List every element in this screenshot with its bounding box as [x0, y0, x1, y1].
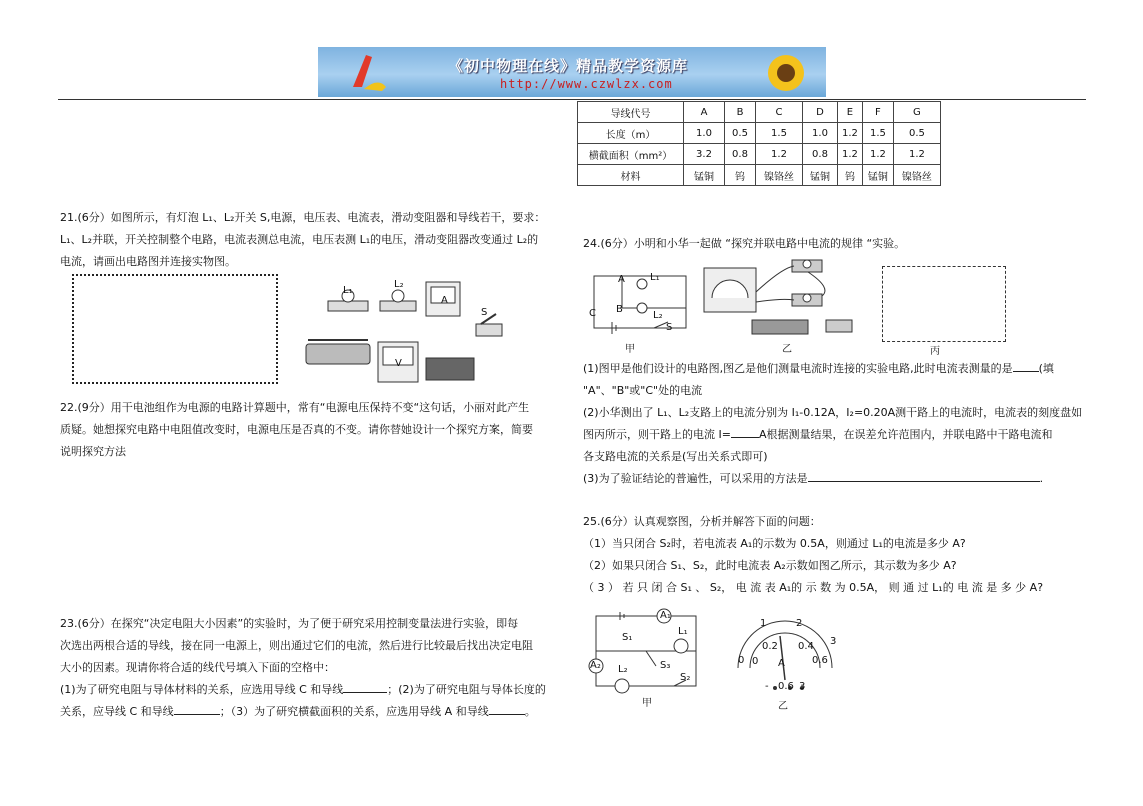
answer-blank-1[interactable] [343, 680, 387, 693]
q23-line5: 关系，应导线 C 和导线 ；（3）为了研究横截面积的关系，应选用导线 A 和导线 。 [60, 701, 536, 723]
q24-p2a: (2)小华测出了 L₁、L₂支路上的电流分别为 I₁-0.12A，I₂=0.20A测干路上的电流时，电流表的刻度盘如 [583, 406, 1083, 419]
q24-p1c: "A"、"B"或"C"处的电流 [583, 384, 703, 397]
q23-line4: (1)为了研究电阻与导体材料的关系，应选用导线 C 和导线 ；(2)为了研究电阻与导体长度的 [60, 679, 546, 701]
q25-p2: （2）如果只闭合 S₁、S₂，此时电流表 A₂示数如图乙所示，其示数为多少 A? [583, 559, 957, 572]
q24-title: 24.(6分）小明和小华一起做 “探究并联电路中电流的规律 “实验。 [583, 237, 906, 250]
q24-p2b: 图丙所示，则干路上的电流 I= A根据测量结果，在误差允许范围内，并联电路中干路电流和 [583, 424, 1053, 446]
label-l2: L₂ [394, 279, 404, 290]
q23-line3: 大小的因素。现请你将合适的线代号填入下面的空格中： [60, 661, 335, 674]
table-row: 材料 锰铜 钨 镍铬丝 锰铜 钨 锰铜 镍铬丝 [578, 165, 941, 186]
logo-icon [338, 47, 398, 97]
header-banner [318, 47, 826, 97]
q24-p2d: 各支路电流的关系是(写出关系式即可) [583, 450, 768, 463]
wire-table [577, 101, 941, 186]
header-rule [58, 99, 1086, 100]
q21-line1: 21.(6分）如图所示，有灯泡 L₁、L₂开关 S,电源，电压表、电流表，滑动变阻器和导线若干，要求： [60, 211, 546, 224]
table-row: 长度（m） 1.0 0.5 1.5 1.0 1.2 1.5 0.5 [578, 123, 941, 144]
answer-blank-4[interactable] [1013, 359, 1039, 372]
q24-p3: (3)为了验证结论的普遍性，可以采用的方法是 . [583, 468, 1043, 490]
apparatus-figure [298, 276, 508, 396]
q22-line2: 质疑。她想探究电路中电阻值改变时，电源电压是否真的不变。请你替她设计一个探究方案，简要 [60, 423, 533, 436]
q23-line1: 23.(6分）在探究“决定电阻大小因素”的实验时，为了便于研究采用控制变量法进行实验，即每 [60, 617, 519, 630]
table-row: 导线代号 A B C D E F G [578, 102, 941, 123]
answer-blank-3[interactable] [489, 702, 525, 715]
label-v: V [395, 358, 402, 369]
circuit-answer-box[interactable] [72, 274, 278, 384]
q24-p1a: (1)图甲是他们设计的电路图,图乙是他们测量电流时连接的实验电路,此时电流表测量的是 (填 [583, 358, 1054, 380]
sunflower-icon [736, 47, 826, 97]
label-s: S [481, 307, 488, 318]
experiment-photo-yi [702, 258, 862, 340]
q21-line3: 电流，请画出电路图并连接实物图。 [60, 255, 236, 268]
label-a: A [441, 295, 448, 306]
q25-p3: （ 3 ） 若 只 闭 合 S₁ 、 S₂， 电 流 表 A₁的 示 数 为 0.5A， 则 通 过 L₁的 电 流 是 多 少 A? [583, 581, 1044, 594]
banner-title: 《初中物理在线》精品教学资源库 [448, 57, 689, 75]
q21-line2: L₁、L₂并联，开关控制整个电路，电流表测总电流，电压表测 L₁的电压，滑动变阻器改变通过 L₂的 [60, 233, 539, 246]
answer-blank-2[interactable] [174, 702, 220, 715]
dial-box-bing [882, 266, 1006, 342]
answer-blank-6[interactable] [808, 469, 1040, 482]
banner-url: http://www.czwlzx.com [500, 77, 673, 91]
label-l1: L₁ [343, 285, 353, 296]
table-row: 横截面积（mm²） 3.2 0.8 1.2 0.8 1.2 1.2 1.2 [578, 144, 941, 165]
q25-title: 25.(6分）认真观察图，分析并解答下面的问题： [583, 515, 821, 528]
circuit-diagram-jia [584, 268, 694, 340]
q23-line2: 次选出两根合适的导线，接在同一电源上，则出通过它们的电流，然后进行比较最后找出决定电阻 [60, 639, 533, 652]
answer-blank-5[interactable] [731, 425, 759, 438]
q22-line1: 22.(9分）用干电池组作为电源的电路计算题中，常有“电源电压保持不变“这句话，小丽对此产生 [60, 401, 530, 414]
q22-line3: 说明探究方法 [60, 445, 126, 458]
q25-p1: （1）当只闭合 S₂时，若电流表 A₁的示数为 0.5A，则通过 L₁的电流是多少 A? [583, 537, 966, 550]
